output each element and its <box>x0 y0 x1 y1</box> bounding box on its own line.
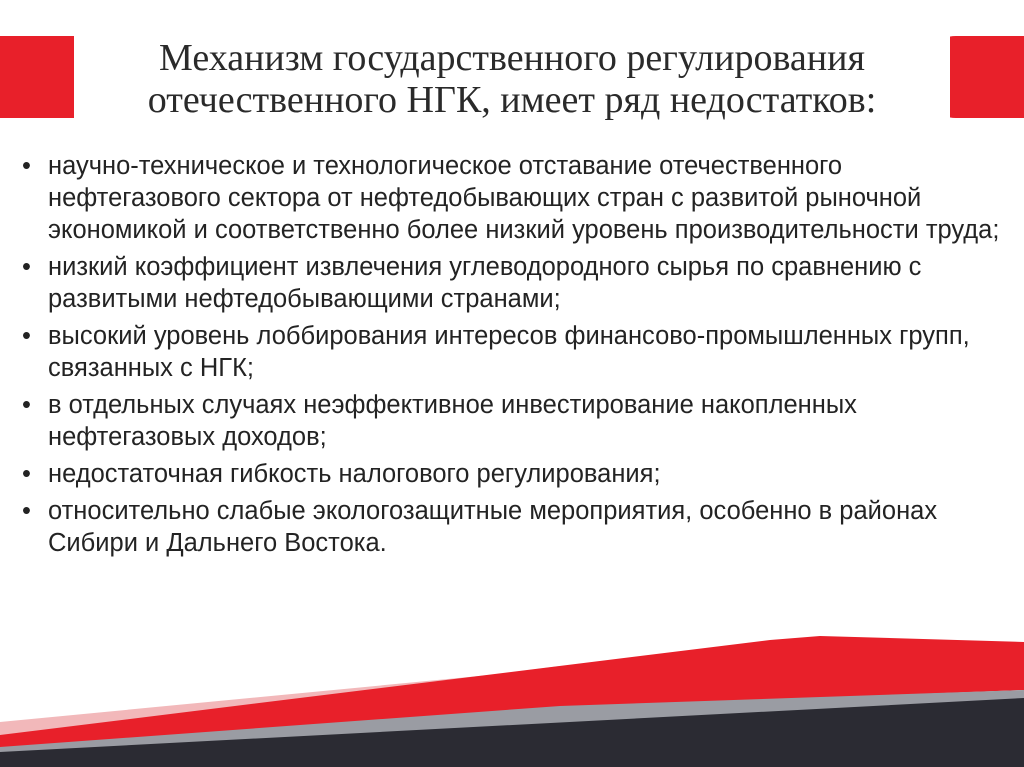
bullet-item-lobbying <box>22 320 1012 384</box>
bullet-list <box>22 150 1012 564</box>
bullet-text: относительно слабые экологозащитные мероприятия, особенно в районах Сибири и Дальнего Востока. <box>48 497 938 557</box>
bullet-text: недостаточная гибкость налогового регулирования; <box>48 460 661 488</box>
bullet-item-tech-lag <box>22 150 1012 246</box>
title-line-1: Механизм государственного регулирования <box>159 37 865 79</box>
bullet-item-investment <box>22 389 1012 453</box>
title-box <box>74 26 950 132</box>
bullet-text: в отдельных случаях неэффективное инвестирование накопленных нефтегазовых доходов; <box>48 391 857 451</box>
bullet-dot: • <box>22 322 31 350</box>
bullet-text: низкий коэффициент извлечения углеводородного сырья по сравнению с развитыми нефтедобывающими странами; <box>48 253 922 313</box>
bullet-text: высокий уровень лоббирования интересов финансово-промышленных групп, связанных с НГК; <box>48 322 970 382</box>
bullet-item-ecology <box>22 495 1012 559</box>
bullet-item-tax-flexibility <box>22 458 1012 490</box>
title-line-2: отечественного НГК, имеет ряд недостатков: <box>147 79 877 121</box>
bullet-dot: • <box>22 460 31 488</box>
bullet-dot: • <box>22 253 31 281</box>
bullet-dot: • <box>22 497 31 525</box>
bullet-item-low-recovery <box>22 251 1012 315</box>
bullet-text: научно-техническое и технологическое отставание отечественного нефтегазового сектора от нефтедобывающих стран с развитой рыночной экономикой и соответственно более низкий уровень производительности труда; <box>48 152 1000 244</box>
bullet-dot: • <box>22 152 31 180</box>
bullet-dot: • <box>22 391 31 419</box>
slide-title <box>148 37 877 121</box>
